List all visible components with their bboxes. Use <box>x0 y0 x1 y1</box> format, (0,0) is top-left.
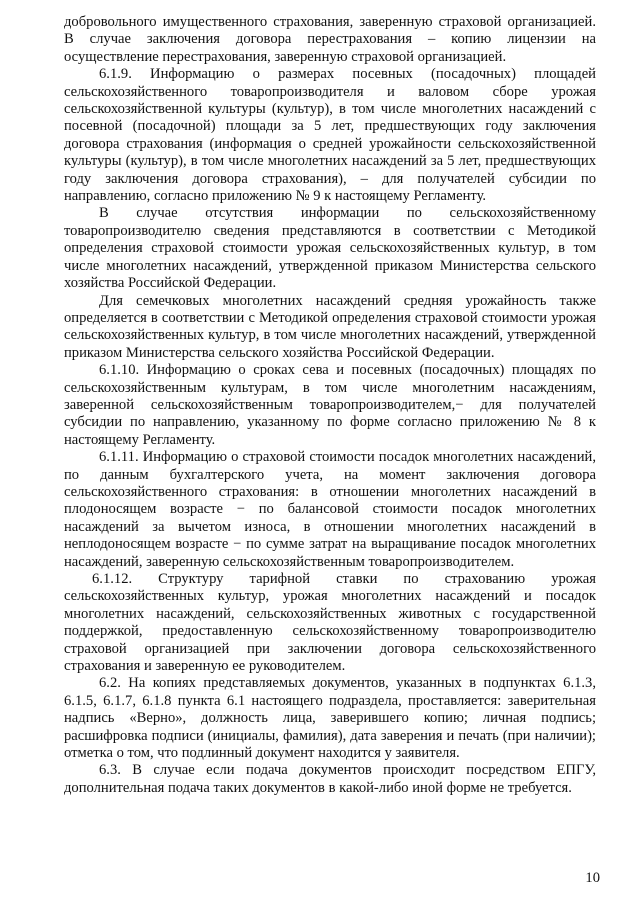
paragraph-no-information: В случае отсутствия информации по сельскохозяйственному товаропроизводителю сведения представляются в соответствии с Методикой определения страховой стоимости урожая сельскохозяйственных культур, в том числе многолетних насаждений, утвержденной приказом Министерства сельского хозяйства Российской Федерации. <box>64 205 596 292</box>
paragraph-pome-orchards: Для семечковых многолетних насаждений средняя урожайность также определяется в соответствии с Методикой определения страховой стоимости урожая сельскохозяйственных культур, в том числе многолетних насаждений, утвержденной приказом Министерства сельского хозяйства Российской Федерации. <box>64 292 596 361</box>
paragraph-6-1-10: 6.1.10. Информацию о сроках сева и посевных (посадочных) площадях по сельскохозяйственным культурам, в том числе многолетним насаждениям, заверенной сельскохозяйственным товаропроизводителем,− для получателей субсидии по направлению, указанному по форме согласно приложению № 8 к настоящему Регламенту. <box>64 362 596 448</box>
paragraph-6-2: 6.2. На копиях представляемых документов, указанных в подпунктах 6.1.3, 6.1.5, 6.1.7, 6.1.8 пункта 6.1 настоящего подраздела, проставляется: заверительная надпись «Верно», должность лица, заверившего копию; личная подпись; расшифровка подписи (инициалы, фамилия), дата заверения и печать (при наличии); отметка о том, что подлинный документ находится у заявителя. <box>64 675 596 762</box>
paragraph-6-1-11: 6.1.11. Информацию о страховой стоимости посадок многолетних насаждений, по данным бухгалтерского учета, на момент заключения договора сельскохозяйственного страхования: в отношении многолетних насаждений в плодоносящем возрасте − по балансовой стоимости посадок многолетних насаждений за вычетом износа, в отношении многолетних насаждений в неплодоносящем возрасте − по сумме затрат на выращивание посадок многолетних насаждений, заверенную сельскохозяйственным товаропроизводителем. <box>64 449 596 570</box>
document-page-body <box>64 14 596 797</box>
paragraph-6-1-12: 6.1.12. Структуру тарифной ставки по страхованию урожая сельскохозяйственных культур, урожая многолетних насаждений и посадок многолетних насаждений, сельскохозяйственных животных с государственной поддержкой, предоставленную сельскохозяйственному товаропроизводителю страховой организацией при заключении договора сельскохозяйственного страхования и заверенную ее руководителем. <box>64 571 596 675</box>
paragraph-6-1-9: 6.1.9. Информацию о размерах посевных (посадочных) площадей сельскохозяйственного товаропроизводителя и валовом сборе урожая сельскохозяйственной культуры (культур), в том числе многолетних насаждений с посевной (посадочной) площади за 5 лет, предшествующих году заключения договора страхования (информация о средней урожайности сельскохозяйственной культуры (культур), в том числе многолетних насаждений за 5 лет, предшествующих году заключения договора страхования), – для получателей субсидии по направлению, согласно приложению № 9 к настоящему Регламенту. <box>64 66 596 205</box>
page-number: 10 <box>585 870 600 886</box>
paragraph-6-3: 6.3. В случае если подача документов происходит посредством ЕПГУ, дополнительная подача таких документов в какой-либо иной форме не требуется. <box>64 762 596 796</box>
paragraph-continuation: добровольного имущественного страхования, заверенную страховой организацией. В случае заключения договора перестрахования – копию лицензии на осуществление перестрахования, заверенную страховой организацией. <box>64 14 596 65</box>
